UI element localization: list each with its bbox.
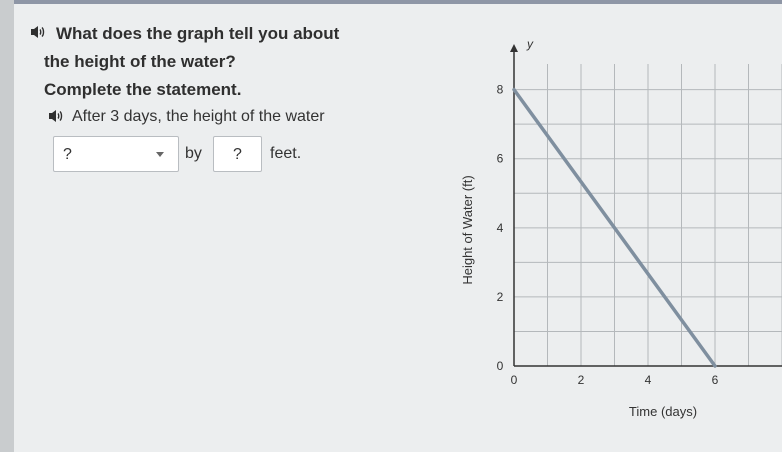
x-tick-label: 2: [577, 373, 585, 387]
question-line-2: the height of the water?: [44, 52, 236, 71]
tick-labels: [497, 83, 719, 387]
dropdown-value: ?: [63, 146, 72, 163]
unit-text: feet.: [270, 145, 302, 162]
amount-value: ?: [233, 146, 242, 163]
y-tick-label: 8: [496, 82, 504, 97]
question-line-1: What does the graph tell you about: [56, 24, 340, 43]
y-axis-label: Height of Water (ft): [460, 175, 475, 285]
y-tick-label: 6: [496, 151, 504, 166]
x-tick-label: 6: [711, 373, 719, 387]
statement-text: After 3 days, the height of the water: [72, 108, 325, 125]
y-axis-symbol: y: [527, 37, 533, 51]
y-tick-label: 0: [496, 359, 504, 373]
y-tick-label: 2: [496, 289, 504, 304]
x-tick-label: 0: [510, 373, 518, 387]
x-axis-label: Time (days): [628, 404, 698, 419]
instruction-text: Complete the statement.: [44, 80, 242, 99]
grid: [514, 64, 782, 366]
y-tick-label: 4: [496, 220, 504, 235]
x-tick-label: 4: [644, 373, 652, 387]
y-axis-arrow: [510, 44, 518, 52]
by-text: by: [185, 145, 202, 162]
axes: [510, 44, 782, 366]
